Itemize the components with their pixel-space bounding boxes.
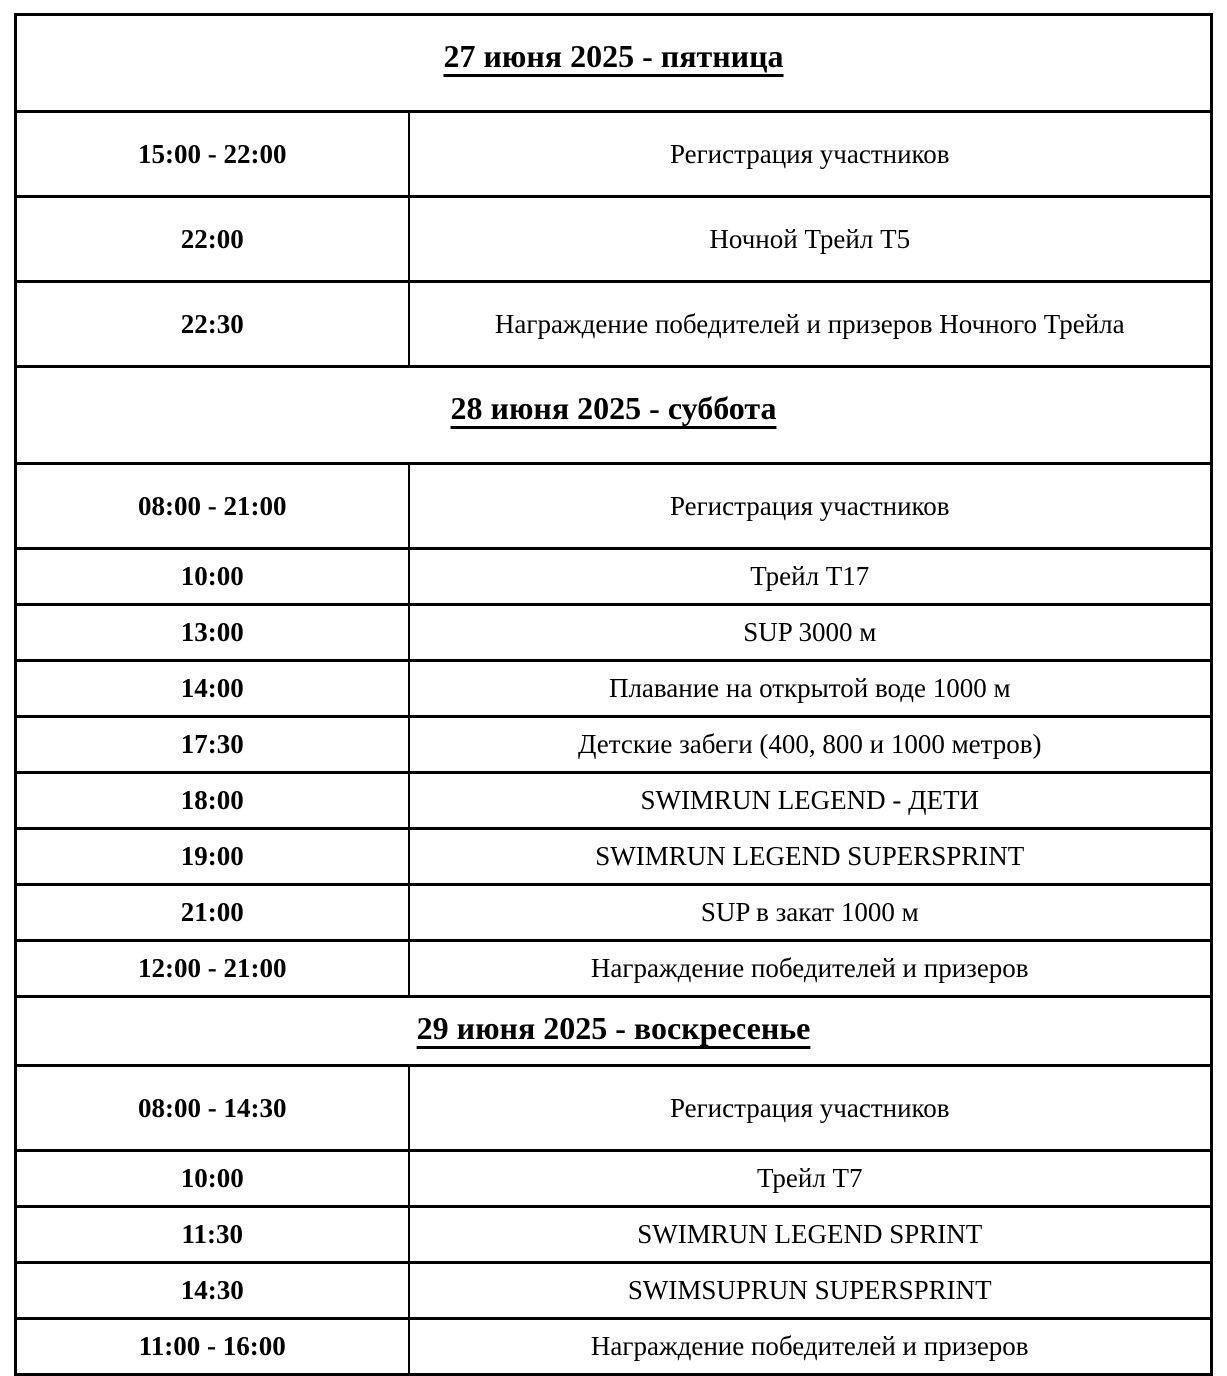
schedule-row: [16, 885, 1212, 941]
time-cell: 10:00: [16, 1151, 409, 1207]
time-cell: 19:00: [16, 829, 409, 885]
event-cell: Регистрация участников: [409, 464, 1212, 549]
schedule-row: [16, 1263, 1212, 1319]
day-title: 28 июня 2025 - суббота: [450, 389, 777, 426]
event-cell: Трейл Т7: [409, 1151, 1212, 1207]
schedule-row: [16, 197, 1212, 282]
event-cell: Трейл Т17: [409, 549, 1212, 605]
event-cell: SWIMRUN LEGEND SPRINT: [409, 1207, 1212, 1263]
event-cell: Детские забеги (400, 800 и 1000 метров): [409, 717, 1212, 773]
schedule-table-body: [16, 15, 1212, 1375]
event-cell: SWIMSUPRUN SUPERSPRINT: [409, 1263, 1212, 1319]
event-cell: SWIMRUN LEGEND SUPERSPRINT: [409, 829, 1212, 885]
event-cell: Награждение победителей и призеров Ночного Трейла: [409, 282, 1212, 367]
event-cell: SUP 3000 м: [409, 605, 1212, 661]
day-title: 29 июня 2025 - воскресенье: [416, 1009, 811, 1046]
time-cell: 11:30: [16, 1207, 409, 1263]
event-cell: Регистрация участников: [409, 1066, 1212, 1151]
time-cell: 14:00: [16, 661, 409, 717]
day-header-row: [16, 367, 1212, 464]
schedule-row: [16, 773, 1212, 829]
schedule-row: [16, 605, 1212, 661]
event-cell: Плавание на открытой воде 1000 м: [409, 661, 1212, 717]
schedule-row: [16, 1207, 1212, 1263]
time-cell: 13:00: [16, 605, 409, 661]
time-cell: 22:30: [16, 282, 409, 367]
schedule-row: [16, 1151, 1212, 1207]
time-cell: 15:00 - 22:00: [16, 112, 409, 197]
schedule-table: [14, 13, 1213, 1376]
time-cell: 14:30: [16, 1263, 409, 1319]
day-header-cell: [16, 15, 1212, 112]
schedule-row: [16, 829, 1212, 885]
day-header-row: [16, 997, 1212, 1066]
schedule-row: [16, 464, 1212, 549]
event-cell: Ночной Трейл Т5: [409, 197, 1212, 282]
time-cell: 22:00: [16, 197, 409, 282]
schedule-row: [16, 1319, 1212, 1375]
event-cell: Награждение победителей и призеров: [409, 941, 1212, 997]
schedule-row: [16, 661, 1212, 717]
time-cell: 11:00 - 16:00: [16, 1319, 409, 1375]
event-cell: SWIMRUN LEGEND - ДЕТИ: [409, 773, 1212, 829]
schedule-row: [16, 941, 1212, 997]
event-cell: SUP в закат 1000 м: [409, 885, 1212, 941]
schedule-row: [16, 1066, 1212, 1151]
day-header-cell: [16, 997, 1212, 1066]
day-header-row: [16, 15, 1212, 112]
day-header-cell: [16, 367, 1212, 464]
time-cell: 08:00 - 14:30: [16, 1066, 409, 1151]
time-cell: 18:00: [16, 773, 409, 829]
schedule-row: [16, 112, 1212, 197]
event-cell: Награждение победителей и призеров: [409, 1319, 1212, 1375]
time-cell: 12:00 - 21:00: [16, 941, 409, 997]
schedule-row: [16, 549, 1212, 605]
schedule-row: [16, 717, 1212, 773]
schedule-page: [14, 13, 1213, 1376]
day-title: 27 июня 2025 - пятница: [443, 37, 784, 74]
time-cell: 17:30: [16, 717, 409, 773]
event-cell: Регистрация участников: [409, 112, 1212, 197]
schedule-row: [16, 282, 1212, 367]
time-cell: 08:00 - 21:00: [16, 464, 409, 549]
time-cell: 21:00: [16, 885, 409, 941]
time-cell: 10:00: [16, 549, 409, 605]
